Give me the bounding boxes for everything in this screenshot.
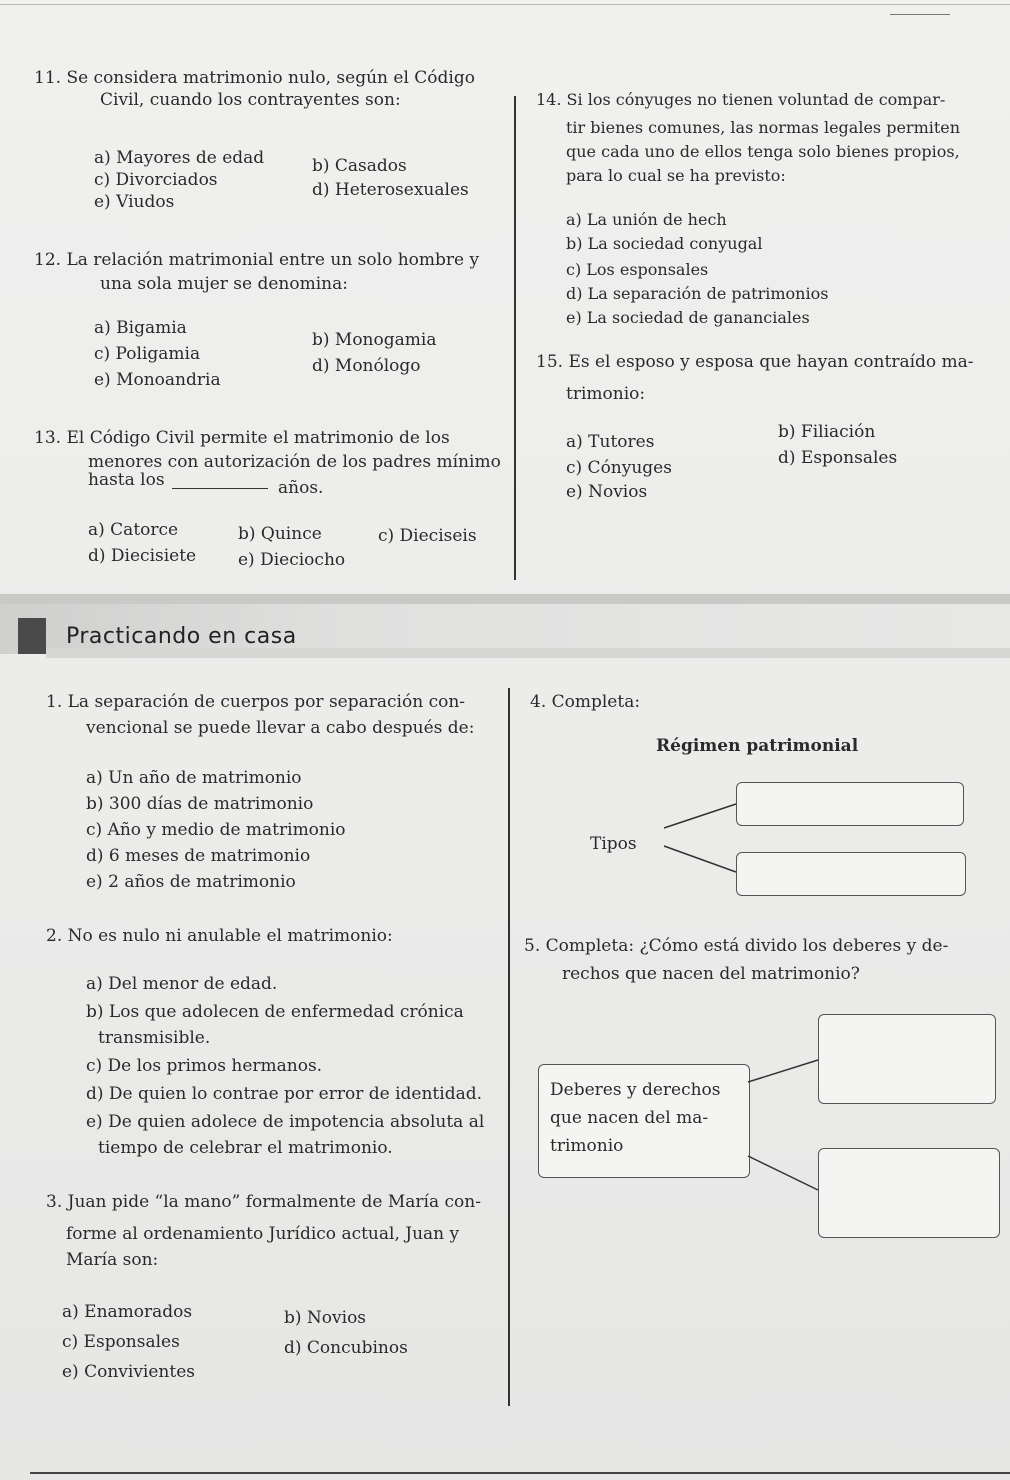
q13-option-a: a) Catorce [88,520,179,540]
p2-q3-option-d: d) Concubinos [284,1338,408,1358]
q11-line2: Civil, cuando los contrayentes son: [100,90,401,110]
p2-q1-option-c: c) Año y medio de matrimonio [86,820,346,840]
section-title: Practicando en casa [66,624,297,649]
q11-option-e: e) Viudos [94,192,175,212]
q15-option-c: c) Cónyuges [566,458,672,478]
p2-q3-option-a: a) Enamorados [62,1302,193,1322]
q12-line1: 12. La relación matrimonial entre un solo hombre y [34,250,480,270]
q11-option-b: b) Casados [312,156,407,176]
p2-q1-option-e: e) 2 años de matrimonio [86,872,296,892]
q11-option-d: d) Heterosexuales [312,180,469,200]
q15-option-d: d) Esponsales [778,448,898,468]
p2-q3-line2: forme al ordenamiento Jurídico actual, Juan y [66,1224,460,1244]
q13-line2: menores con autorización de los padres mínimo [88,452,501,472]
q15-option-b: b) Filiación [778,422,876,442]
q12-option-b: b) Monogamia [312,330,437,350]
q15-line1: 15. Es el esposo y esposa que hayan contraído ma- [536,352,974,372]
q12-line2: una sola mujer se denomina: [100,274,348,294]
q13-option-c: c) Dieciseis [378,526,477,546]
q14-option-a: a) La unión de hech [566,210,727,229]
q12-option-e: e) Monoandria [94,370,221,390]
p2-q3-option-e: e) Convivientes [62,1362,195,1382]
p2-q2-option-b-cont: transmisible. [98,1028,211,1048]
p2-q2-option-e-cont: tiempo de celebrar el matrimonio. [98,1138,393,1158]
q12-option-a: a) Bigamia [94,318,187,338]
p2-q1-line1: 1. La separación de cuerpos por separación con- [46,692,466,712]
connector-tipos-box1 [664,804,736,828]
q13-option-e: e) Dieciocho [238,550,346,570]
q14-line1: 14. Si los cónyuges no tienen voluntad de compar- [536,90,946,109]
connector-deberes-box2 [748,1156,818,1190]
q13-option-d: d) Diecisiete [88,546,197,566]
p2-q5-node-line1: Deberes y derechos [550,1080,721,1100]
p2-q1-option-d: d) 6 meses de matrimonio [86,846,311,866]
p2-q4-node-tipos: Tipos [590,834,637,854]
connector-tipos-box2 [664,846,736,872]
p2-q5-line1: 5. Completa: ¿Cómo está divido los deberes y de- [524,936,949,956]
q14-line3: que cada uno de ellos tenga solo bienes propios, [566,142,960,161]
q11-option-a: a) Mayores de edad [94,148,265,168]
p2-q2-option-e: e) De quien adolece de impotencia absoluta al [86,1112,485,1132]
q13-line3: hasta los [88,470,165,490]
p2-q1-line2: vencional se puede llevar a cabo después de: [86,718,475,738]
p2-q3-option-b: b) Novios [284,1308,367,1328]
q12-option-c: c) Poligamia [94,344,201,364]
q12-option-d: d) Monólogo [312,356,421,376]
q14-option-b: b) La sociedad conyugal [566,234,763,253]
p2-q5-node-line3: trimonio [550,1136,624,1156]
q15-option-a: a) Tutores [566,432,655,452]
p2-q2-line1: 2. No es nulo ni anulable el matrimonio: [46,926,393,946]
p2-q5-line2: rechos que nacen del matrimonio? [562,964,860,984]
q13-line4: años. [278,478,324,498]
q14-option-c: c) Los esponsales [566,260,709,279]
p2-q3-line1: 3. Juan pide “la mano” formalmente de María con- [46,1192,481,1212]
p2-q2-option-c: c) De los primos hermanos. [86,1056,323,1076]
p2-q4-label: 4. Completa: [530,692,641,712]
p2-q1-option-a: a) Un año de matrimonio [86,768,302,788]
connector-deberes-box1 [748,1060,818,1082]
q15-option-e: e) Novios [566,482,648,502]
q14-line4: para lo cual se ha previsto: [566,166,786,185]
p2-q3-line3: María son: [66,1250,159,1270]
p2-q4-diagram-title: Régimen patrimonial [656,736,859,756]
q13-line1: 13. El Código Civil permite el matrimonio de los [34,428,450,448]
q11-line1: 11. Se considera matrimonio nulo, según el Código [34,68,475,88]
q11-option-c: c) Divorciados [94,170,218,190]
q14-line2: tir bienes comunes, las normas legales permiten [566,118,961,137]
p2-q5-node-line2: que nacen del ma- [550,1108,709,1128]
p2-q1-option-b: b) 300 días de matrimonio [86,794,314,814]
p2-q2-option-b: b) Los que adolecen de enfermedad crónica [86,1002,464,1022]
q13-option-b: b) Quince [238,524,322,544]
q14-option-e: e) La sociedad de gananciales [566,308,810,327]
p2-q2-option-a: a) Del menor de edad. [86,974,278,994]
bottom-edge-line [30,1472,1010,1474]
p2-q3-option-c: c) Esponsales [62,1332,180,1352]
p2-q2-option-d: d) De quien lo contrae por error de identidad. [86,1084,483,1104]
q15-line2: trimonio: [566,384,646,404]
q14-option-d: d) La separación de patrimonios [566,284,829,303]
